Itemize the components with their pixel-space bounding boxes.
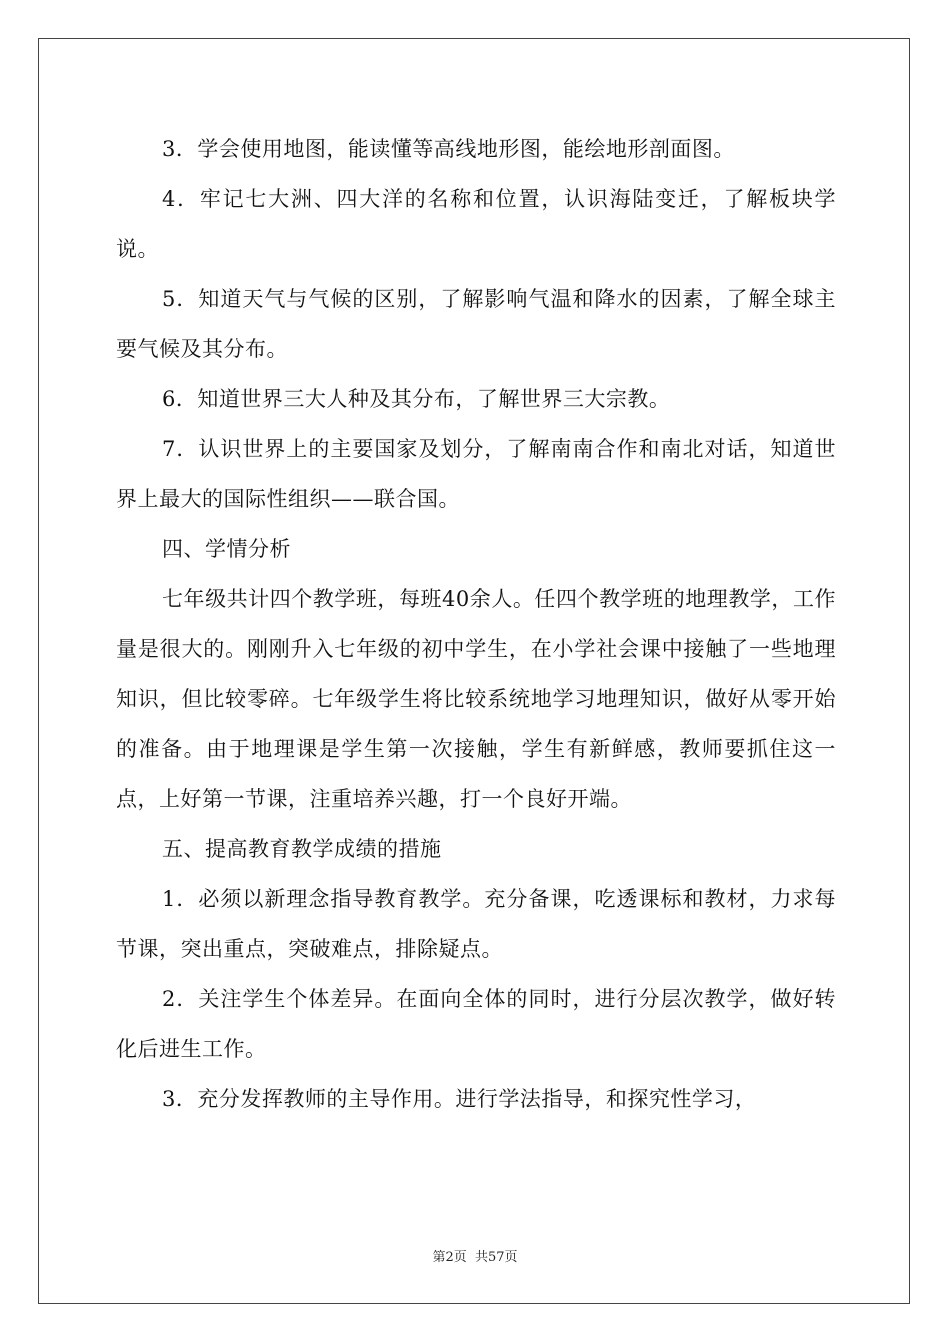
paragraph-item-3: 3．学会使用地图，能读懂等高线地形图，能绘地形剖面图。: [162, 137, 735, 161]
paragraph-item-6: 6．知道世界三大人种及其分布，了解世界三大宗教。: [162, 387, 671, 411]
paragraph-item-5: 5．知道天气与气候的区别，了解影响气温和降水的因素，了解全球主要气候及其分布。: [116, 287, 836, 361]
document-body: [116, 124, 836, 1124]
paragraph-measure-2: 2．关注学生个体差异。在面向全体的同时，进行分层次教学，做好转化后进生工作。: [116, 987, 836, 1061]
paragraph-measure-1: 1．必须以新理念指导教育教学。充分备课，吃透课标和教材，力求每节课，突出重点，突破难点，排除疑点。: [116, 887, 836, 961]
section-heading-measures: 五、提高教育教学成绩的措施: [162, 837, 442, 861]
paragraph-item-4: 4．牢记七大洲、四大洋的名称和位置，认识海陆变迁，了解板块学说。: [116, 187, 836, 261]
paragraph-item-7: 7．认识世界上的主要国家及划分，了解南南合作和南北对话，知道世界上最大的国际性组织——联合国。: [116, 437, 836, 511]
page-total: 共57页: [474, 1250, 518, 1265]
section-heading-learning-analysis: 四、学情分析: [162, 537, 291, 561]
page-footer: [0, 1246, 950, 1265]
paragraph-measure-3: 3．充分发挥教师的主导作用。进行学法指导，和探究性学习，: [162, 1087, 757, 1111]
paragraph-learning-analysis: 七年级共计四个教学班，每班40余人。任四个教学班的地理教学，工作量是很大的。刚刚升入七年级的初中学生，在小学社会课中接触了一些地理知识，但比较零碎。七年级学生将比较系统地学习地理知识，做好从零开始的准备。由于地理课是学生第一次接触，学生有新鲜感，教师要抓住这一点，上好第一节课，注重培养兴趣，打一个良好开端。: [116, 587, 836, 811]
page-number: 第2页: [432, 1250, 467, 1265]
